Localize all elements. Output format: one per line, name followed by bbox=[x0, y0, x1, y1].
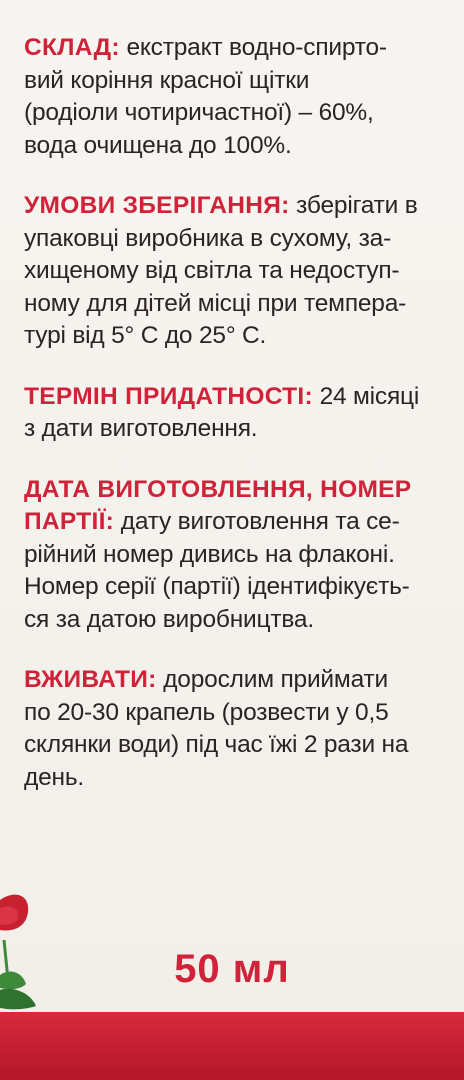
usage-text: склянки води) під час їжі 2 рази на bbox=[24, 731, 409, 758]
storage-text: упаковці виробника в сухому, за- bbox=[24, 224, 392, 252]
shelf-life-section bbox=[24, 381, 440, 446]
composition-text: (родіоли чотиричастної) – 60%, bbox=[24, 99, 374, 126]
usage-text: дорослим приймати bbox=[156, 666, 388, 693]
manufacture-heading-line-1: ДАТА ВИГОТОВЛЕННЯ, НОМЕР bbox=[24, 475, 412, 503]
storage-text: хищеному від світла та недоступ- bbox=[24, 257, 400, 284]
manufacture-line-2 bbox=[24, 506, 440, 539]
composition-line-1 bbox=[24, 32, 440, 65]
storage-section bbox=[24, 190, 440, 353]
usage-text: по 20-30 крапель (розвести у 0,5 bbox=[24, 698, 389, 726]
manufacture-text: ся за датою виробництва. bbox=[24, 605, 314, 633]
composition-text: екстракт водно-спирто- bbox=[119, 34, 387, 61]
storage-text: зберігати в bbox=[289, 192, 418, 219]
shelf-life-heading: ТЕРМІН ПРИДАТНОСТІ: bbox=[24, 382, 313, 410]
usage-heading: ВЖИВАТИ: bbox=[24, 666, 157, 693]
bottom-red-band bbox=[0, 1012, 464, 1080]
composition-text: вий коріння красної щітки bbox=[24, 66, 310, 94]
storage-heading: УМОВИ ЗБЕРІГАННЯ: bbox=[24, 192, 290, 219]
volume-label: 50 мл bbox=[174, 947, 290, 991]
manufacture-heading-line-2: ПАРТІЇ: bbox=[24, 508, 115, 535]
manufacture-text: рійний номер дивись на флаконі. bbox=[24, 540, 395, 568]
composition-section bbox=[24, 32, 440, 162]
shelf-life-line-1 bbox=[24, 381, 440, 414]
usage-section bbox=[24, 664, 440, 794]
shelf-life-text: з дати виготовлення. bbox=[24, 415, 258, 442]
composition-heading: СКЛАД: bbox=[24, 34, 120, 61]
manufacture-section bbox=[24, 474, 440, 637]
usage-text: день. bbox=[24, 763, 85, 791]
storage-text: ному для дітей місці при темпера- bbox=[24, 289, 407, 317]
label-text bbox=[24, 32, 440, 822]
composition-text: вода очищена до 100%. bbox=[24, 131, 292, 159]
manufacture-text: дату виготовлення та се- bbox=[114, 508, 400, 535]
storage-line-1 bbox=[24, 190, 440, 223]
usage-line-1 bbox=[24, 664, 440, 697]
storage-text: турі від 5° С до 25° С. bbox=[24, 322, 267, 349]
manufacture-text: Номер серії (партії) ідентифікуєть- bbox=[24, 573, 410, 600]
shelf-life-text: 24 місяці bbox=[312, 382, 420, 410]
